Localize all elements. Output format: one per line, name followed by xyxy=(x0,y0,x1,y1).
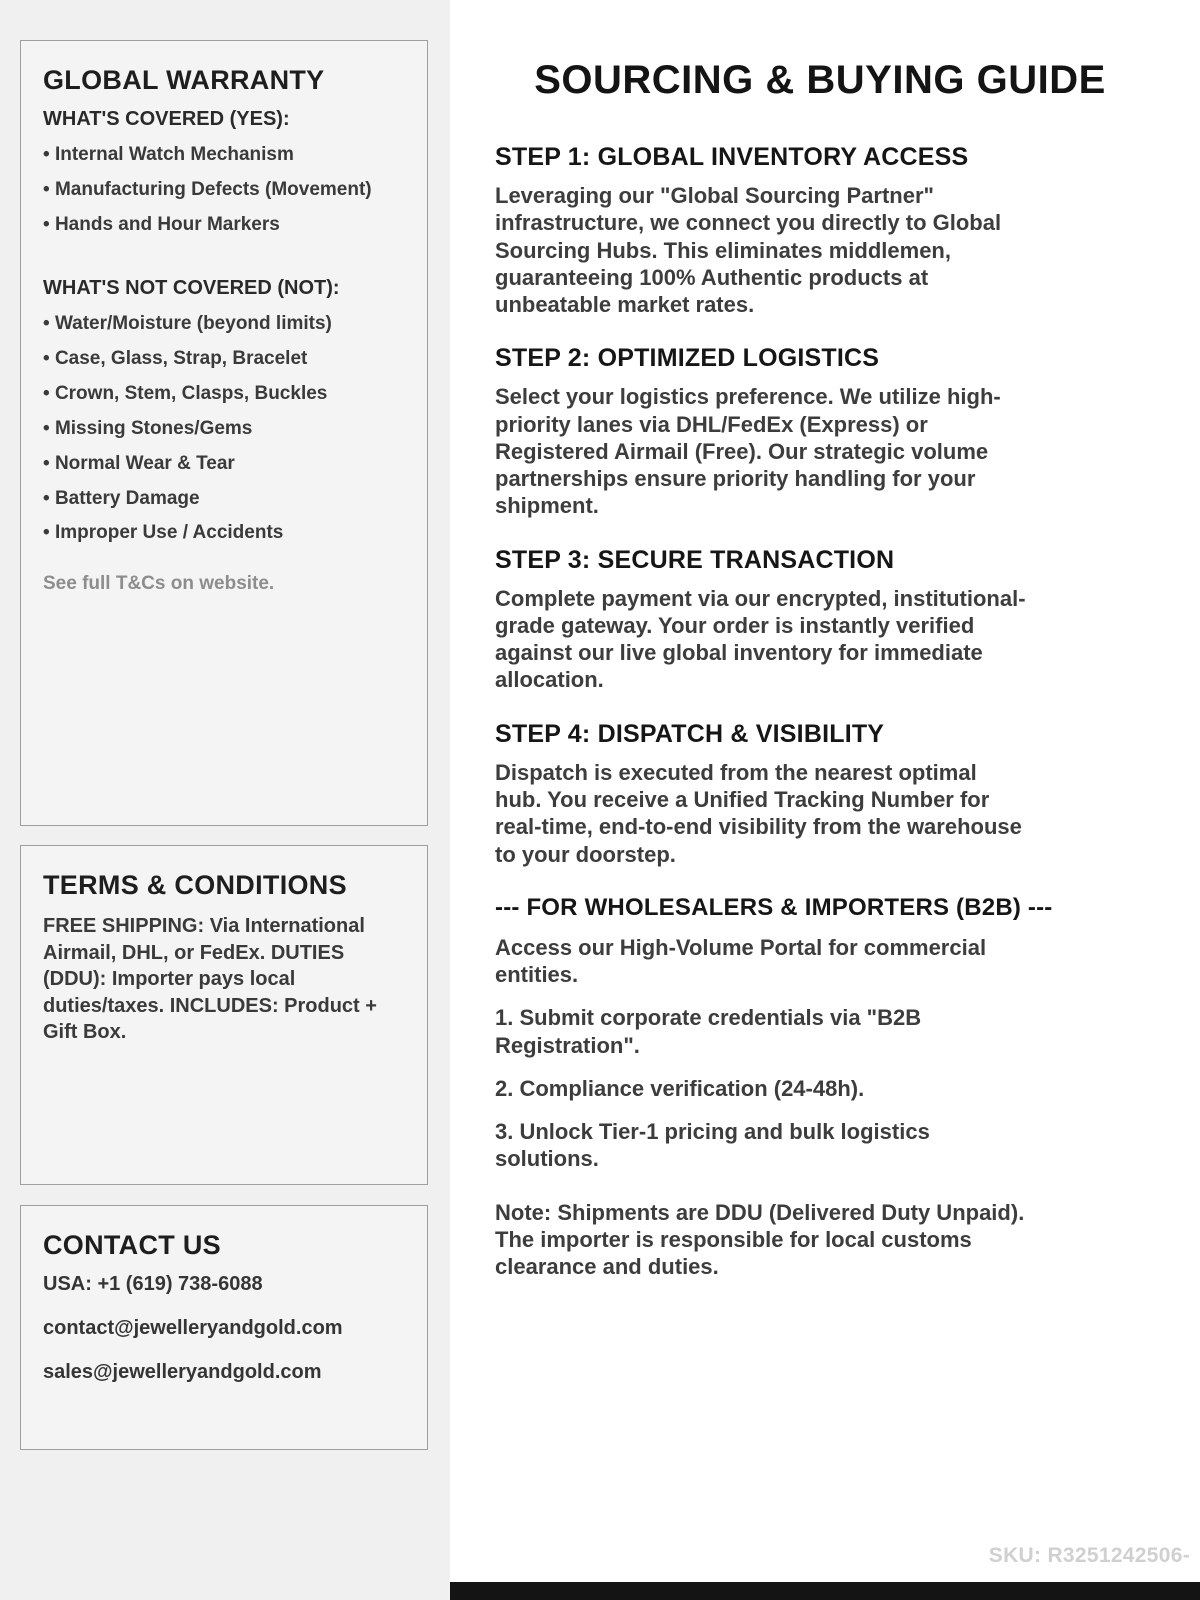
step-1-body: Leveraging our "Global Sourcing Partner" infrastructure, we connect you directly to Global Sourcing Hubs. This eliminates middlemen, guaranteeing 100% Authentic products at unbeatable market rates. xyxy=(495,183,1002,318)
not-covered-item: • Improper Use / Accidents xyxy=(43,523,405,543)
terms-title: TERMS & CONDITIONS xyxy=(43,870,347,900)
covered-item: • Hands and Hour Markers xyxy=(43,215,405,235)
covered-list xyxy=(43,145,405,235)
contact-title: CONTACT US xyxy=(43,1230,221,1260)
step-2 xyxy=(495,344,1145,519)
b2b-section xyxy=(495,894,1145,1281)
b2b-item: 1. Submit corporate credentials via "B2B Registration". xyxy=(495,1005,922,1058)
contact-email-sales: sales@jewelleryandgold.com xyxy=(43,1361,322,1383)
contact-phone: USA: +1 (619) 738-6088 xyxy=(43,1273,263,1295)
covered-item: • Manufacturing Defects (Movement) xyxy=(43,180,405,200)
not-covered-item: • Case, Glass, Strap, Bracelet xyxy=(43,349,405,369)
bottom-bar xyxy=(450,1582,1200,1600)
warranty-footnote: See full T&Cs on website. xyxy=(43,573,275,595)
contact-email-primary: contact@jewelleryandgold.com xyxy=(43,1317,343,1339)
b2b-note: Note: Shipments are DDU (Delivered Duty Unpaid). The importer is responsible for local customs clearance and duties. xyxy=(495,1199,1025,1280)
not-covered-item: • Normal Wear & Tear xyxy=(43,454,405,474)
step-2-body: Select your logistics preference. We utilize high-priority lanes via DHL/FedEx (Express) or Registered Airmail (Free). Our strategic volume partnerships ensure priority handling for your shipment. xyxy=(495,384,1001,519)
step-4-heading: STEP 4: DISPATCH & VISIBILITY xyxy=(495,719,885,748)
not-covered-item: • Crown, Stem, Clasps, Buckles xyxy=(43,384,405,404)
guide-main xyxy=(450,0,1200,1600)
covered-heading: WHAT'S COVERED (YES): xyxy=(43,108,290,130)
page-title: SOURCING & BUYING GUIDE xyxy=(534,58,1106,102)
not-covered-item: • Battery Damage xyxy=(43,489,405,509)
contact-section xyxy=(20,1205,428,1450)
b2b-item: 2. Compliance verification (24-48h). xyxy=(495,1075,865,1101)
step-2-heading: STEP 2: OPTIMIZED LOGISTICS xyxy=(495,344,880,373)
step-3-heading: STEP 3: SECURE TRANSACTION xyxy=(495,545,895,574)
sku-label: SKU: R3251242506- xyxy=(988,1544,1190,1567)
not-covered-item: • Missing Stones/Gems xyxy=(43,419,405,439)
step-3-body: Complete payment via our encrypted, institutional-grade gateway. Your order is instantly verified against our live global inventory for immediate allocation. xyxy=(495,585,1026,693)
warranty-section xyxy=(20,40,428,826)
sidebar xyxy=(0,0,450,1600)
covered-item: • Internal Watch Mechanism xyxy=(43,145,405,165)
step-4-body: Dispatch is executed from the nearest optimal hub. You receive a Unified Tracking Number for real-time, end-to-end visibility from the warehouse to your doorstep. xyxy=(495,759,1022,867)
terms-section xyxy=(20,845,428,1185)
step-1 xyxy=(495,143,1145,318)
b2b-heading: --- FOR WHOLESALERS & IMPORTERS (B2B) --- xyxy=(495,893,1053,921)
b2b-intro: Access our High-Volume Portal for commercial entities. xyxy=(495,934,987,988)
warranty-title: GLOBAL WARRANTY xyxy=(43,65,325,95)
step-4 xyxy=(495,720,1145,868)
step-1-heading: STEP 1: GLOBAL INVENTORY ACCESS xyxy=(495,143,969,171)
terms-body: FREE SHIPPING: Via International Airmail, DHL, or FedEx. DUTIES (DDU): Importer pays local duties/taxes. INCLUDES: Product + Gift Box. xyxy=(43,915,377,1044)
not-covered-item: • Water/Moisture (beyond limits) xyxy=(43,314,405,334)
not-covered-list xyxy=(43,314,405,544)
step-3 xyxy=(495,546,1145,694)
b2b-item: 3. Unlock Tier-1 pricing and bulk logistics solutions. xyxy=(495,1119,930,1172)
not-covered-heading: WHAT'S NOT COVERED (NOT): xyxy=(43,276,340,299)
